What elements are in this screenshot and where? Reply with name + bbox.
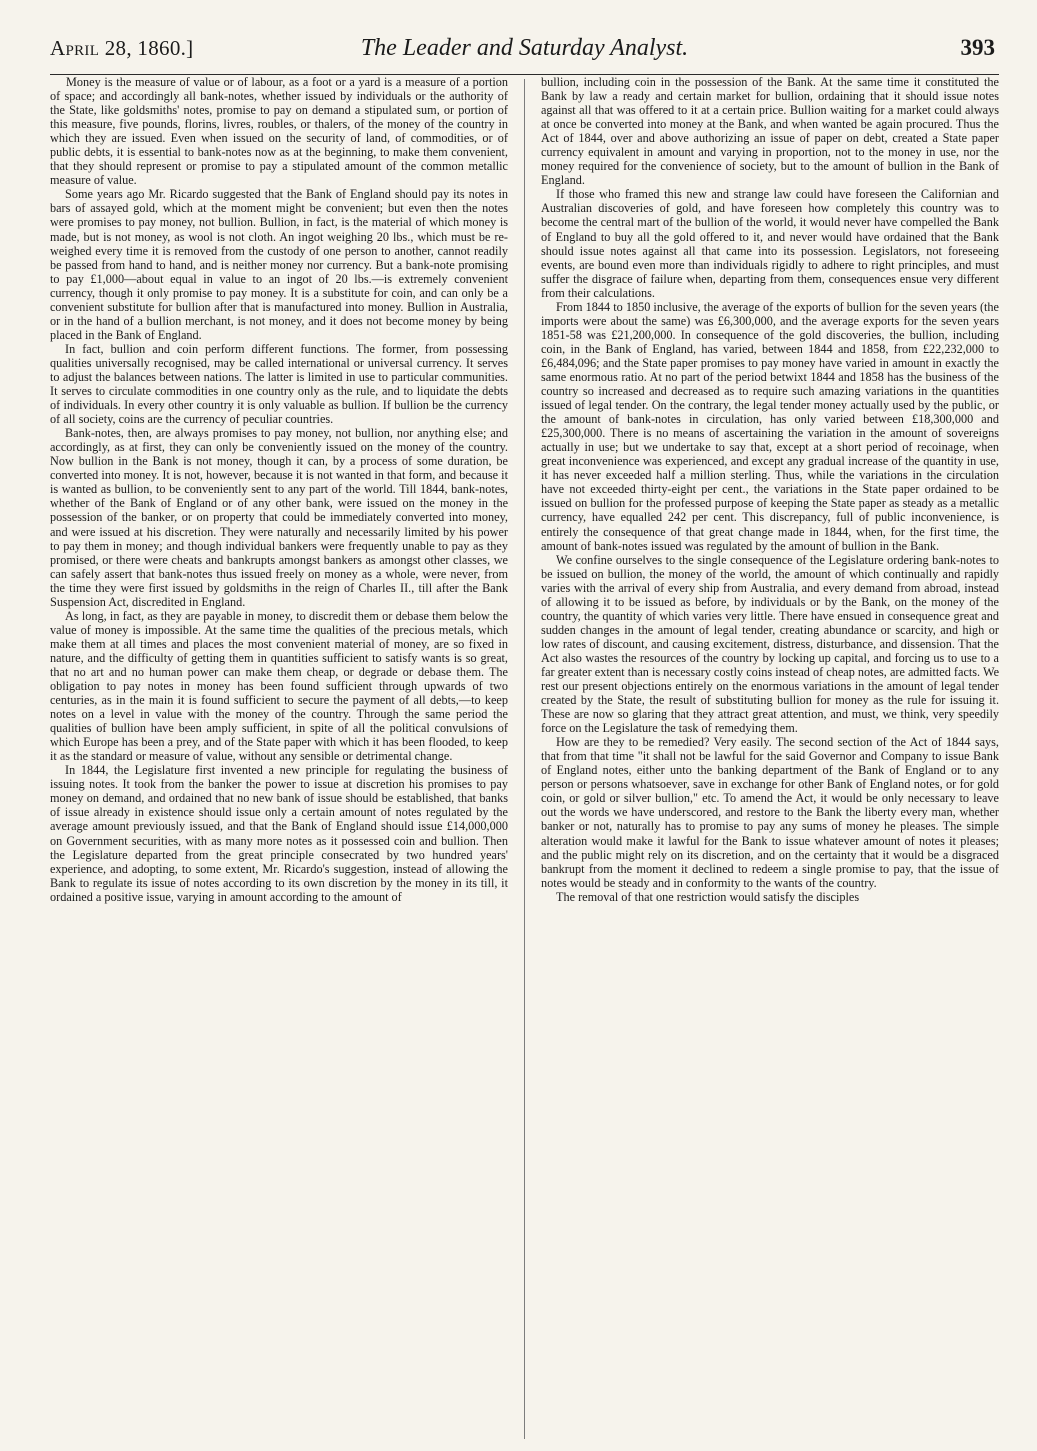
- paragraph: bullion, including coin in the possession of the Bank. At the same time it constituted the Bank by law a ready and certain market for bullion, ordaining that it should issue notes against all that was offered to it at a certain price. Bullion waiting for a market could always at once be converted into money at the Bank, and when wanted be again procured. Thus the Act of 1844, over and above authorizing an issue of paper on debt, created a State paper currency equivalent in amount and varying in proportion, not to the money in use, nor the money required for the convenience of society, but to the amount of bullion in the Bank of England.: [541, 75, 999, 188]
- publication-title: The Leader and Saturday Analyst.: [360, 35, 689, 61]
- paragraph: Bank-notes, then, are always promises to pay money, not bullion, nor anything else; and accordingly, as at first, they can only be conveniently issued on the money of the country. Now bullion in the Bank is not money, though it can, by a process of some duration, be converted into money. It is not, however, because it is not wanted in that form, and because it is wanted as bullion, to be conveniently sent to any part of the world. Till 1844, bank-notes, whether of the Bank of England or of any other bank, were issued on the money in the possession of the banker, or on property that could be immediately converted into money, and were issued at his discretion. They were naturally and necessarily limited by his power to pay them in money; and though individual bankers were frequently unable to pay as they promised, or there were cheats and bankrupts amongst bankers as amongst other classes, we can safely assert that bank-notes thus issued freely on money as a whole, were never, from the time they were first issued by goldsmiths in the reign of Charles II., till after the Bank Suspension Act, discredited in England.: [50, 426, 508, 609]
- right-column: [541, 75, 999, 1439]
- paragraph: Some years ago Mr. Ricardo suggested that the Bank of England should pay its notes in bars of assayed gold, which at the moment might be convenient; but even then the notes were promises to pay money, not bullion. Bullion, in fact, is the material of which money is made, but is not money, as wool is not cloth. An ingot weighing 20 lbs., which must be re-weighed every time it is removed from the custody of one person to another, cannot readily be passed from hand to hand, and is neither money nor currency. But a bank-note promising to pay £1,000—about equal in value to an ingot of 20 lbs.—is extremely convenient currency, though it only promise to pay money. It is a substitute for coin, and can only be a convenient substitute for bullion after that is manufactured into money. Bullion in Australia, or in the hand of a bullion merchant, is not money, and it does not become money by being placed in the Bank of England.: [50, 187, 508, 342]
- paragraph: Money is the measure of value or of labour, as a foot or a yard is a measure of a portion of space; and accordingly all bank-notes, whether issued by individuals or the authority of the State, like goldsmiths' notes, promise to pay on demand a stipulated sum, or portion of this measure, five pounds, florins, livres, roubles, or thalers, of the money of the country in which they are issued. Even when issued on the security of land, of commodities, or of public debts, it is essential to bank-notes now as at the beginning, to make them convenient, that they should represent or promise to pay a stipulated amount of the common metallic measure of value.: [50, 75, 508, 188]
- page-number: 393: [960, 35, 995, 60]
- issue-date: April 28, 1860.]: [50, 36, 194, 60]
- paragraph: From 1844 to 1850 inclusive, the average of the exports of bullion for the seven years (the imports were about the same) was £6,300,000, and the average exports for the seven years 1851-58 was £21,200,000. In consequence of the gold discoveries, the bullion, including coin, in the Bank of England, has varied, between 1844 and 1858, from £22,232,000 to £6,484,096; and the State paper promises to pay money have varied in amount in exactly the same enormous ratio. At no part of the period betwixt 1844 and 1858 has the business of the country so increased and decreased as to require such amazing variations in the quantities issued of legal tender. On the contrary, the legal tender money actually used by the public, or the amount of bank-notes in circulation, has only varied between £18,300,000 and £25,300,000. There is no means of ascertaining the variation in the amount of sovereigns actually in use; but we undertake to say that, except at a short period of recoinage, when great inconvenience was experienced, and except any gradual increase of the quantity in use, it has never exceeded half a million sterling. Thus, while the variations in the circulation have not exceeded thirty-eight per cent., the variations in the State paper ordained to be issued on bullion for the professed purpose of keeping the State paper as steady as a metallic currency, have equalled 242 per cent. This discrepancy, full of public inconvenience, is entirely the consequence of that great change made in 1844, when, for the first time, the amount of bank-notes issued was regulated by the amount of bullion in the Bank.: [541, 299, 999, 553]
- article-body: [50, 75, 999, 1439]
- paragraph: In fact, bullion and coin perform different functions. The former, from possessing qualities universally recognised, may be called international or universal currency. It serves to adjust the balances between nations. The latter is limited in use to particular communities. It serves to circulate commodities in one country only as the rule, and to liquidate the debts of individuals. In every other country it is only valuable as bullion. If bullion be the currency of all society, coins are the currency of peculiar countries.: [50, 341, 508, 427]
- masthead: [50, 30, 999, 75]
- paragraph: The removal of that one restriction would satisfy the disciples: [556, 889, 860, 904]
- paragraph: In 1844, the Legislature first invented a new principle for regulating the business of issuing notes. It took from the banker the power to issue at discretion his promises to pay money on demand, and ordained that no new bank of issue should be established, that banks of issue already in existence should issue only a certain amount of notes regulated by the average amount previously issued, and that the Bank of England should issue £14,000,000 on Government securities, with as many more notes as it possessed coin and bullion. Then the Legislature departed from the great principle consecrated by two hundred years' experience, and adopting, to some extent, Mr. Ricardo's suggestion, instead of allowing the Bank to regulate its issue of notes according to its own discretion by the money in its till, it ordained a positive issue, varying in amount according to the amount of: [50, 763, 508, 904]
- column-divider: [524, 79, 525, 1439]
- left-column: [50, 75, 508, 1439]
- paragraph: We confine ourselves to the single consequence of the Legislature ordering bank-notes to be issued on bullion, the money of the world, the amount of which continually and rapidly varies with the arrival of every ship from Australia, and every demand from abroad, instead of allowing it to be issued as before, by individuals or by the Bank, on the money of the country, the quantity of which varies very little. There have ensued in consequence great and sudden changes in the amount of legal tender, creating abundance or scarcity, and high or low rates of discount, and causing excitement, distress, disturbance, and dissension. That the Act also wastes the resources of the country by locking up capital, and forcing us to use to a far greater extent than is necessary costly coins instead of cheap notes, are admitted facts. We rest our present objections entirely on the enormous variations in the amount of legal tender created by the State, the result of substituting bullion for money as the rule for issuing it. These are now so glaring that they attract great attention, and must, we think, very speedily force on the Legislature the task of remedying them.: [541, 552, 999, 736]
- paragraph: As long, in fact, as they are payable in money, to discredit them or debase them below the value of money is impossible. At the same time the qualities of the precious metals, which make them at all times and places the most convenient material of money, are so fixed in nature, and the difficulty of getting them in quantities sufficient to satisfy wants is so great, that no art and no human power can make them cheap, or degrade or debase them. The obligation to pay notes in money has been found sufficient through upwards of two centuries, as in the main it is found sufficient to secure the payment of all debts,—to keep notes on a level in value with the money of the country. Through the same period the qualities of bullion have been amply sufficient, in spite of all the political convulsions of which Europe has been a prey, and of the State paper with which it has been flooded, to keep it as the standard or measure of value, without any sensible or detrimental change.: [50, 608, 508, 764]
- paragraph: How are they to be remedied? Very easily. The second section of the Act of 1844 says, that from that time "it shall not be lawful for the said Governor and Company to issue Bank of England notes, either unto the banking department of the Bank of England or to any person or persons whatsoever, save in exchange for other Bank of England notes, or for gold coin, or gold or silver bullion," etc. To amend the Act, it would be only necessary to leave out the words we have underscored, and restore to the Bank the liberty every man, whether banker or not, naturally has to promise to pay any sums of money he pleases. The simple alteration would make it lawful for the Bank to issue whatever amount of notes it pleases; and the public might rely on its discretion, and on the certainty that it would be a disgraced bankrupt from the moment it declined to redeem a single promise to pay, that the issue of notes would be steady and in conformity to the wants of the country.: [541, 735, 999, 890]
- paragraph: If those who framed this new and strange law could have foreseen the Californian and Australian discoveries of gold, and have foreseen how completely this country was to become the central mart of the bullion of the world, it would never have compelled the Bank of England to buy all the gold offered to it, and never would have ordained that the Bank should issue notes against all that came into its possession. Legislators, not foreseeing events, are bound even more than individuals rigidly to adhere to right principles, and must suffer the disgrace of failure when, departing from them, consequences ensue very different from their calculations.: [541, 187, 999, 300]
